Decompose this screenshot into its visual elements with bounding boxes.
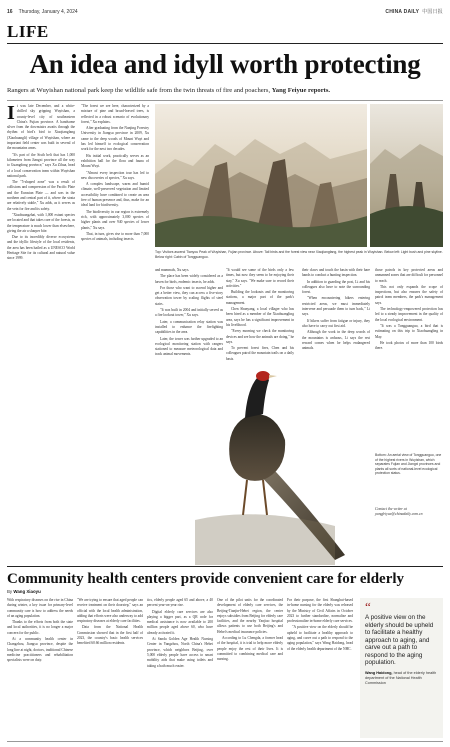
paragraph: If hikers suffer from fatigue or injury, they also have to carry out first aid.: [302, 318, 370, 328]
paragraph: "It was built in 2004 and initially served as a fire lookout tower," Xu says.: [155, 308, 223, 318]
forest-photo: [370, 104, 443, 247]
paragraph: Building the lookouts and the monitoring stations, a major part of the park's management.: [226, 290, 294, 305]
paragraph: The place has been widely considered as a haven for birds, endemic insects, he adds.: [155, 274, 223, 284]
byline-label: By: [7, 589, 13, 594]
paragraph: This not only expands the scope of inspections, but also ensures the safety of patrol team members, the park's management says.: [375, 284, 443, 305]
mountain-photo: [155, 104, 367, 247]
second-column-3: [147, 598, 213, 738]
paper-name: [385, 8, 443, 15]
paragraph: "Almost every inspection tour has led to new discoveries of species," Xu says.: [81, 170, 149, 180]
paragraph: His initial work, practically serves as an exhibition hall for the flora and fauna of Mount Wuyi.: [81, 153, 149, 169]
paragraph: and mammals, Xu says.: [155, 268, 190, 272]
paragraph: "The forest we see here, characterized by a mixture of pine and broad-leaved trees, is reflected in a robust scenario of evolutionary forest," Xu explains.: [81, 104, 149, 124]
section-title: LIFE: [7, 22, 49, 41]
paragraph: "A positive view on the elderly should be upheld to facilitate a healthy approach to aging, and carve out a path to respond to the aging population," says Wang Haidong, head of the elderly health department of the NHC.: [287, 625, 353, 651]
second-column-4: [217, 598, 283, 738]
contact-writer: Contact the writer at yangfeiyue@chinadaily.com.cn: [375, 507, 423, 517]
photo-caption: Top: Visitors ascend Tianyou Peak of Wuyishan, Fujian province. Above: Tail birds and the forest view near Xiaojiangfang, the highest peak in Wuyishan. Below left: Light bush and pine skyline. Below right: Cabin of Tongguanguo.: [155, 250, 443, 259]
second-byline: [7, 589, 41, 594]
paragraph: Later, a communication relay station was installed to enhance the firefighting capabilities in the area.: [155, 319, 223, 335]
section-header: [7, 22, 443, 44]
deck-rule: [7, 100, 443, 101]
issue-date: Thursday, January 4, 2024: [18, 8, 78, 15]
pull-quote: A positive view on the elderly should be upheld to facilitate a healthy approach to aging, and carve out a path to respond to the aging population.: [365, 614, 434, 666]
paragraph: He took photos of more than 100 birds there.: [375, 340, 443, 351]
paragraph: Digital elderly care services are also playing a bigger part, as a QR code for medical assistance is now available to 200 million people aged above 60, who have already activated it.: [147, 609, 213, 635]
paragraph: With respiratory diseases on the rise in China during winter, a key issue for primary-level community care is how to address the needs of an aging population.: [7, 598, 73, 618]
page-number: 16: [7, 8, 13, 15]
paragraph: One of the pilot units for the coordinated development of elderly care services, the Beijing-Tianjin-Hebei region, the center enjoys subsidies from Beijing for elderly care facilities, and the nearby Yanjiao hospital allows patients to use both Beijing's and Hebei's medical insurance policies.: [217, 598, 283, 634]
paragraph: In addition to guarding the post, Li and his colleagues also have to note the surrounding forest.: [302, 279, 370, 295]
pheasant-body: [229, 414, 285, 481]
pheasant-head: [256, 371, 270, 381]
paragraph: The biodiversity in our region is extremely rich, with approximately 3,000 species of higher plants and over 940 species of lower plants," Xu says.: [81, 209, 149, 230]
paragraph: Due to its incredibly diverse ecosystems and the idyllic lifestyle of the local residents, the area has been hailed as a UNESCO World Heritage Site for its cultural and natural value since 1999.: [7, 235, 75, 261]
paragraph: Although the work in the deep woods of the mountains is arduous, Li says the rest reward comes when he helps endangered animals.: [302, 330, 370, 351]
paragraph: "It's part of the Sixth belt that has 1,000 kilometers from Jiangxi province all the way to Guangdong province," says Xu Zihua, head of a local conservation team within Wuyishan national park.: [7, 152, 75, 178]
ground: [195, 514, 335, 565]
paragraph: "It would see some of the birds only a few times, but now they seem to be enjoying their stay," Xu says. "We make sure to record their activities.": [226, 268, 294, 288]
paragraph: It was late December, and a white-chilled sky gripping Wuyishan, a county-level city of southeastern China's Fujian province. A handsome silver from the downstairs awaits through the rhythm of bird's bird to Xiaojiangfang (Xiaohuangli) village of Wuyishan, where an important field center was built in several of the mountains areas.: [7, 104, 75, 151]
pheasant-photo: [135, 330, 375, 565]
pull-quote-box: [360, 598, 443, 738]
pheasant-beak: [269, 375, 277, 378]
paragraph: To prevent forest fires, Chen and his colleagues patrol the mountain trails on a daily basis.: [226, 346, 294, 361]
paragraph: For those who want to ascend higher and get a better view, they can access a five-story observation tower by scaling flights of steel stairs.: [155, 285, 223, 306]
paper-name-cn: 中国日报: [422, 9, 443, 15]
paragraph: Later, the tower was further upgraded to an ecological monitoring station with rangers stationed to measure meteorological data and track animal movements.: [155, 336, 223, 357]
second-column-2: [77, 598, 143, 738]
paragraph: their claws and touch the basin with their bare hands to conduct a hunting inspection.: [302, 268, 370, 278]
paragraph: "Xiaohuangzhai, with 1,000 extant species are located and that takes care of the forests, as the temperature is much lower than elsewhere, giving the air a sharper bite.: [7, 212, 75, 233]
quote-mark-icon: “: [365, 599, 371, 614]
paragraph: According to Lu Chengda, a former head of the hospital, it is trial to help more elderly people enjoy the rest of their lives. It is committed to combining medical care and nursing.: [217, 636, 283, 662]
second-headline: Community health centers provide convenient care for elderly: [7, 571, 405, 587]
mountain-illustration: [155, 104, 367, 247]
lead-byline: Yang Feiyue reports.: [271, 87, 331, 94]
pull-quote-name: Wang Haidong,: [365, 670, 393, 675]
paragraph: That, in turn, gives rise to more than 7,000 species of animals, including insects.: [81, 231, 149, 242]
paragraph: At Sanda Golden Age Health Nursing Center in Yangzhou, North China's Hebei province, which neighbors Beijing, over 5,000 elderly people have access to smart mobility aids that make using toilets and taking a bath much easier.: [147, 637, 213, 668]
paper-name-en: CHINA DAILY: [385, 9, 420, 15]
paragraph: "Every morning we check the monitoring devices and see how the animals are doing," he says.: [226, 329, 294, 344]
forest-illustration: [370, 104, 443, 247]
paragraph: Data from the National Health Commission showed that in the first half of 2023, the country's basic health services benefited 60.66 million residents.: [77, 625, 143, 646]
lead-headline: An idea and idyll worth protecting: [29, 49, 421, 79]
pheasant-neck: [245, 375, 269, 418]
second-column-5: [287, 598, 353, 738]
paragraph: Chen Shanyang, a local villager who has been hired as a member of the Xiaohuangling area, says he has a significant improvement in his livelihood.: [226, 307, 294, 327]
paragraph: "It was a Tongguanguo, a bird that is estimating on this trip to Xiaohuangling in May.: [375, 323, 443, 339]
paragraph: The technology-empowered protection has led to a steady improvement in the quality of the local ecological environment.: [375, 307, 443, 322]
lead-column-1: [7, 104, 75, 560]
masthead-bar: [7, 7, 443, 16]
paragraph: Thanks to the efforts from both the state and local authorities, it is no longer a major concern for the public.: [7, 620, 73, 635]
lead-deck-text: Rangers at Wuyishan national park keep the wildlife safe from the twin threats of fire and poachers,: [7, 87, 271, 94]
story-divider: [7, 566, 443, 567]
paragraph: those patrols in key protected areas and unmanned zones that are difficult for personnel to reach.: [375, 268, 443, 283]
byline-name: Wang Xiaoyu: [13, 589, 41, 594]
paragraph: For their purpose, the first Shanghai-based in-home nursing for the elderly was released by the Ministry of Civil Affairs in October 2023 to further standardize, normalize and professionalize in-home elderly care services.: [287, 598, 353, 624]
pheasant-caption: Bottom: An aerial view of Tongguanguo, one of the highest rivers in Wuyishan, which separates Fujian and Jiangxi provinces and plants all sorts of national-level ecological protection status.: [375, 453, 442, 476]
paragraph: "When encountering hikers entering restricted areas, we must immediately intervene and persuade them to turn back," Li says.: [302, 296, 370, 317]
pull-quote-role: head of the elderly health department of the National Health Commission: [365, 670, 437, 685]
paragraph: tics, elderly people aged 65 and above, a 40 percent year-on-year rise.: [147, 598, 213, 608]
second-column-1: [7, 598, 73, 738]
pull-quote-attribution: [365, 671, 438, 686]
footer-rule: [7, 741, 443, 742]
paragraph: A complex landscape, warm and humid climate, well-preserved vegetation and limited accessibility have combined to create an area free of human presence and, thus, make for an ideal land for biodiversity.: [81, 182, 149, 208]
paragraph: After graduating from the Nanjing Forestry University in Jiangsu province in 2009, Xu came to the deep woods of Mount Wuyi and has led himself to ecological conservation work for the next two decades.: [81, 126, 149, 152]
paragraph: The "5-shaped zone" was a result of collisions and compression of the Pacific Plate and the Eurasian Plate — and was in the northern and central part of it, where the strata are relatively stable," Xu adds, as it serves as the vein for fire and its safety.: [7, 180, 75, 211]
paragraph: At a community health center in Changzhou, Jiangsu province, despite the long line at night, doctors, traditional Chinese medicine practitioners and rehabilitation specialists were on duty.: [7, 637, 73, 663]
paragraph: "We are trying to ensure that aged people can receive treatment on their doorstep," says an official with the local health administration, adding that efforts were also underway to add respiratory diseases at elderly care facilities.: [77, 598, 143, 624]
lead-deck: [7, 86, 443, 95]
drop-cap: I: [7, 104, 15, 124]
pheasant-legs: [243, 480, 267, 515]
